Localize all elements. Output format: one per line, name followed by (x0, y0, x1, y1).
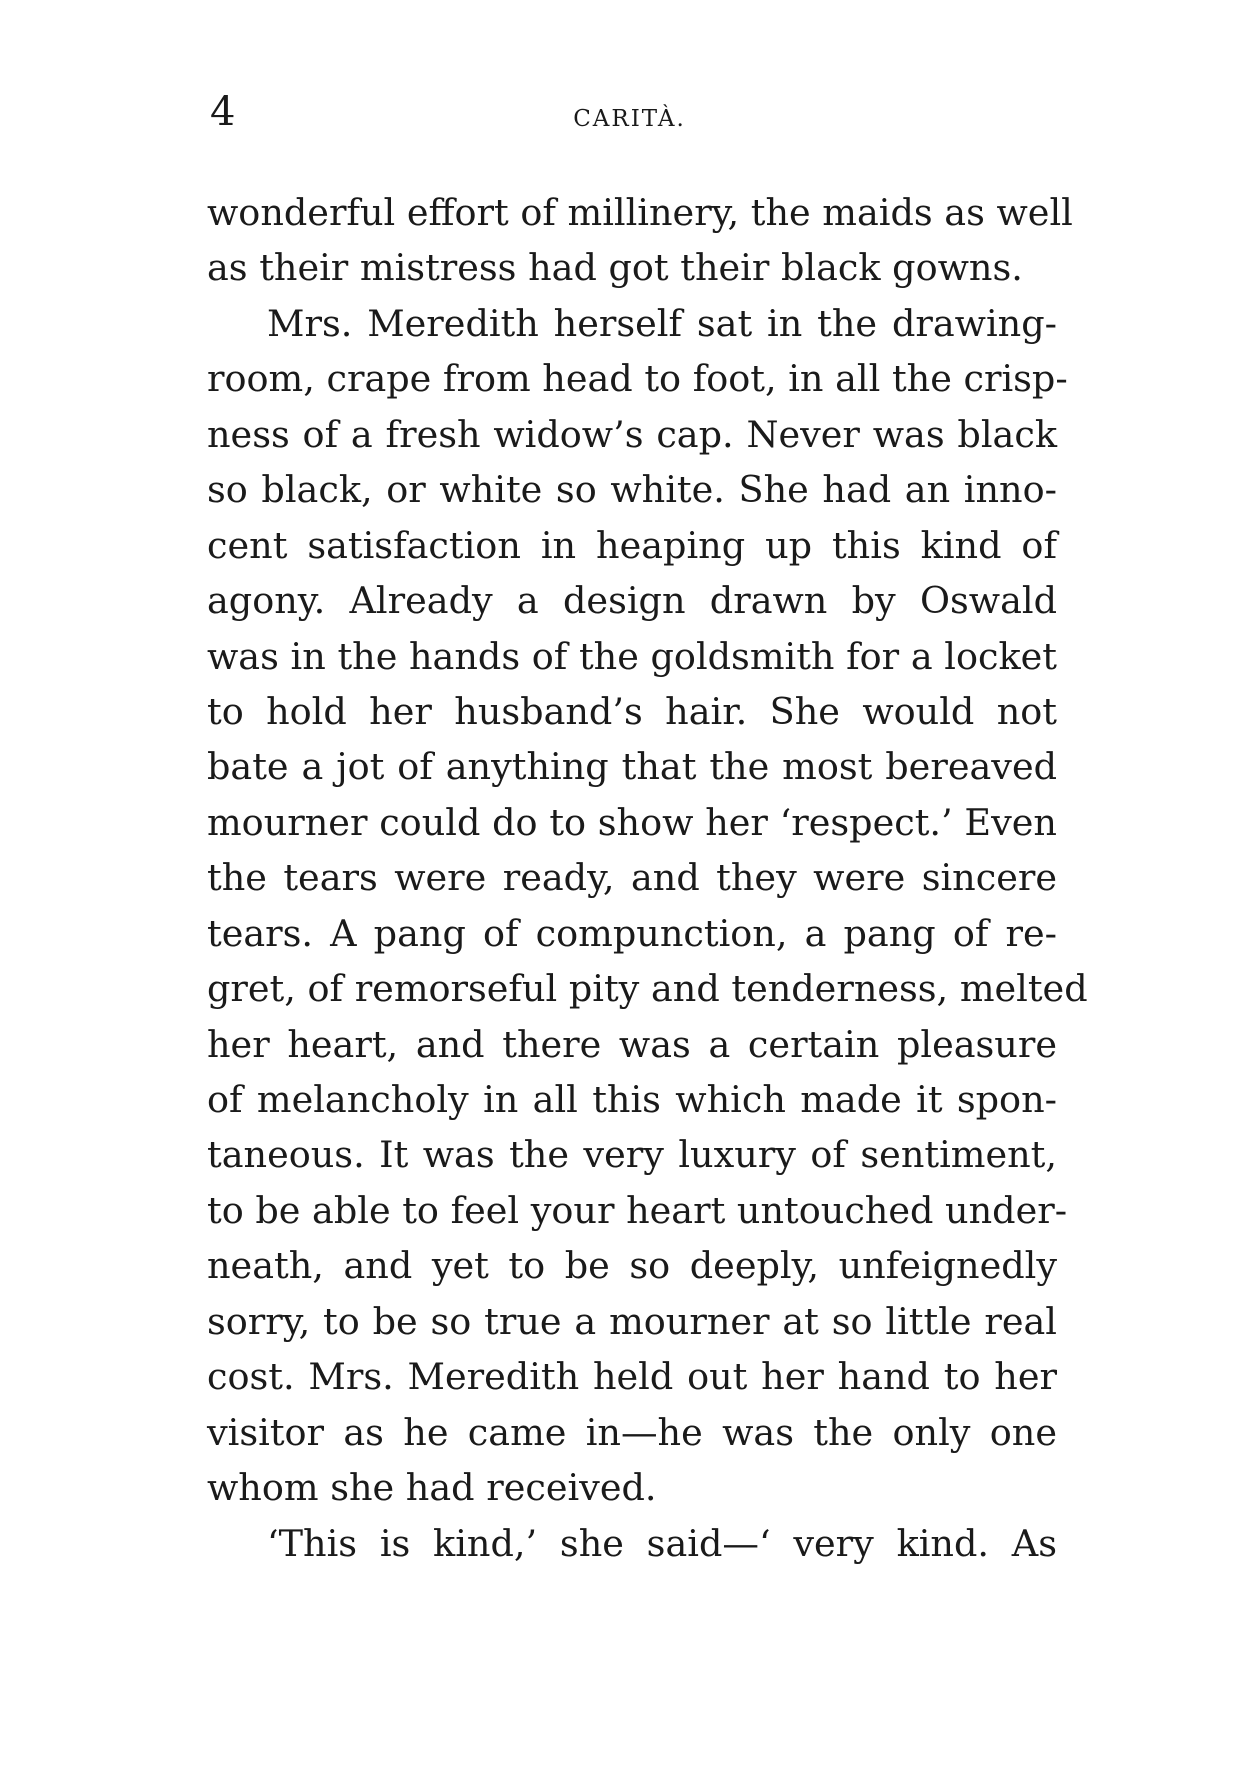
text-line: gret, of remorseful pity and tenderness, melted (207, 967, 1088, 1011)
text-line: to be able to feel your heart untouched under- (207, 1188, 1068, 1232)
text-line: her heart, and there was a certain pleasure (207, 1022, 1057, 1066)
text-line: Mrs. Meredith herself sat in the drawing- (267, 301, 1057, 345)
text-line: sorry, to be so true a mourner at so little real (207, 1299, 1057, 1343)
running-head: CARITÀ. (573, 106, 686, 132)
text-line: mourner could do to show her ‘respect.’ Even (207, 800, 1057, 844)
page-number: 4 (210, 89, 236, 135)
text-line: cost. Mrs. Meredith held out her hand to her (207, 1355, 1057, 1399)
text-line: as their mistress had got their black gowns. (207, 246, 1023, 290)
text-line: taneous. It was the very luxury of sentiment, (207, 1133, 1057, 1177)
text-line: of melancholy in all this which made it spon- (207, 1078, 1057, 1121)
text-line: tears. A pang of compunction, a pang of re- (207, 911, 1057, 955)
text-line: the tears were ready, and they were sincere (207, 856, 1057, 900)
text-line: to hold her husband’s hair. She would not (207, 689, 1057, 733)
text-line: ‘This is kind,’ she said—‘ very kind. As (267, 1521, 1057, 1565)
text-line: ness of a fresh widow’s cap. Never was black (207, 412, 1057, 456)
text-line: was in the hands of the goldsmith for a locket (207, 634, 1057, 678)
body-text (207, 185, 1088, 1571)
text-line: wonderful effort of millinery, the maids as well (207, 191, 1073, 234)
text-line: neath, and yet to be so deeply, unfeignedly (207, 1244, 1057, 1288)
text-line: cent satisfaction in heaping up this kind of (207, 523, 1057, 567)
text-line: visitor as he came in—he was the only one (207, 1410, 1057, 1454)
text-line: agony. Already a design drawn by Oswald (207, 579, 1057, 623)
text-line: room, crape from head to foot, in all the crisp- (207, 357, 1068, 401)
text-line: whom she had received. (207, 1466, 657, 1510)
text-line: bate a jot of anything that the most bereaved (207, 745, 1057, 789)
text-line: so black, or white so white. She had an inno- (207, 468, 1057, 512)
